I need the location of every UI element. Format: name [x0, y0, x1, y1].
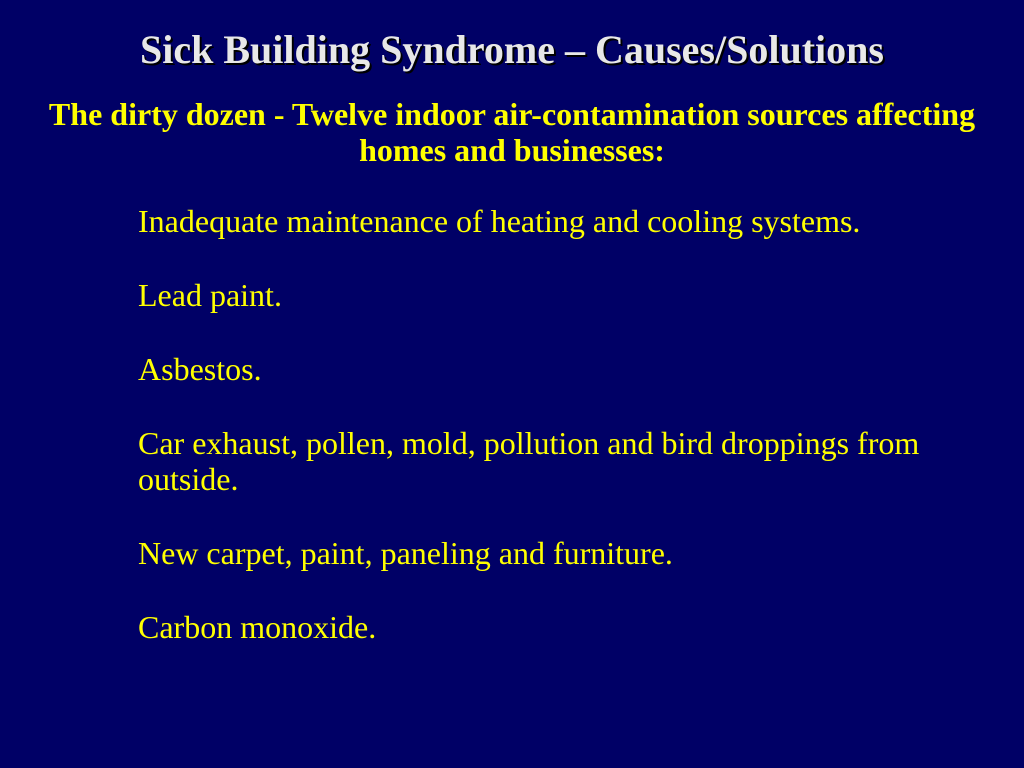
list-item: Lead paint. — [138, 277, 282, 313]
list-item: Inadequate maintenance of heating and cooling systems. — [138, 203, 861, 239]
slide-subtitle: The dirty dozen - Twelve indoor air-contamination sources affecting homes and businesses: — [48, 96, 976, 168]
list-item: New carpet, paint, paneling and furniture. — [138, 535, 673, 571]
list-item: Car exhaust, pollen, mold, pollution and bird droppings from outside. — [138, 425, 920, 497]
slide-title: Sick Building Syndrome – Causes/Solutions — [140, 27, 884, 72]
contamination-source-list — [138, 203, 938, 683]
list-item: Carbon monoxide. — [138, 609, 377, 645]
list-item: Asbestos. — [138, 351, 262, 387]
